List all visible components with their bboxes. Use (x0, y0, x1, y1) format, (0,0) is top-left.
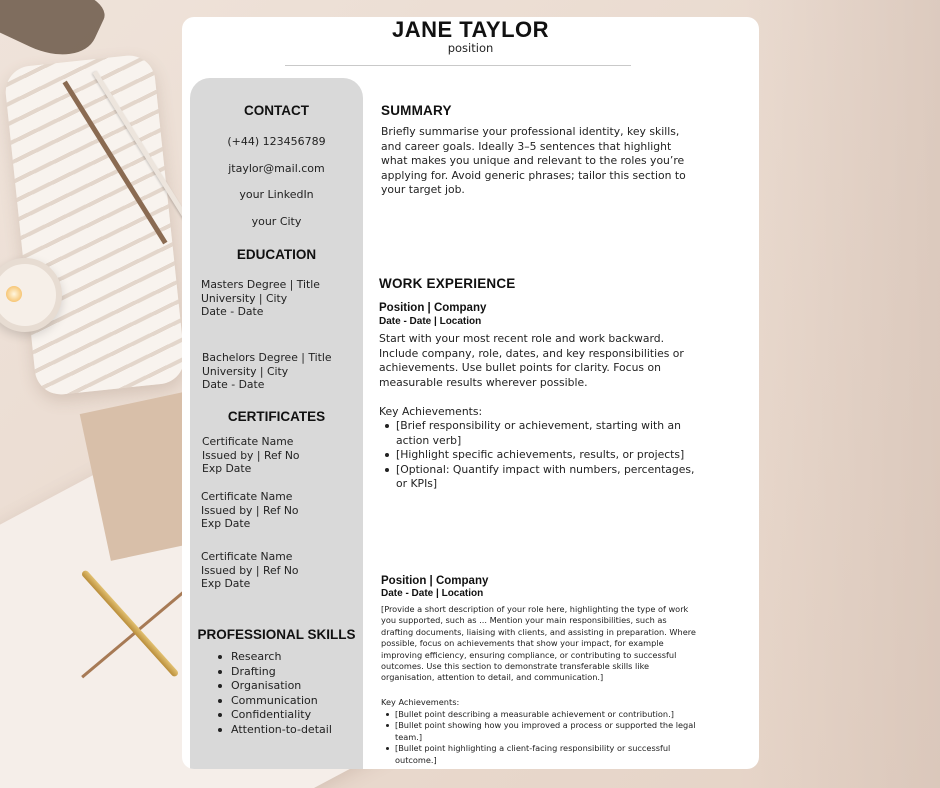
education-degree: Masters Degree | Title (201, 278, 320, 291)
contact-city: your City (251, 215, 302, 228)
education-dates: Date - Date (201, 305, 264, 318)
certificate-entry (202, 435, 300, 476)
sidebar (190, 78, 363, 769)
summary-heading: SUMMARY (381, 103, 452, 118)
contact-heading: CONTACT (244, 103, 309, 118)
job-description: Start with your most recent role and work backward. Include company, role, dates, and key responsibilities or achievements. Use bullet points for clarity. Focus on measurable results wherever possible. (379, 332, 684, 389)
certificate-expiry: Exp Date (201, 517, 251, 530)
candle-flame-icon (6, 286, 22, 302)
certificate-name: Certificate Name (201, 490, 293, 503)
job-description: [Provide a short description of your role here, highlighting the type of work you supported, such as ... Mention your main responsibilities, such as drafting documents, liaising with clients, and assisting in preparation. Where possible, focus on achievements that show your impact, for example improving efficiency, ensuring compliance, or contributing to successful outcomes. Use this section to demonstrate transferable skills like organisation, attention to detail, and communication.] (381, 604, 696, 683)
certificate-name: Certificate Name (202, 435, 294, 448)
skills-list (211, 650, 332, 738)
education-university: University | City (201, 291, 288, 305)
work-experience-heading: WORK EXPERIENCE (379, 276, 516, 291)
certificate-issuer: Issued by | Ref No (202, 448, 300, 462)
skill-item: Drafting (211, 665, 332, 680)
summary-text: Briefly summarise your professional identity, key skills, and career goals. Ideally 3–5 sentences that highlight what makes you unique and relevant to the roles you’re applying for. Avoid generic phrases; tailor this section to your target job. (381, 125, 686, 197)
certificate-issuer: Issued by | Ref No (201, 563, 299, 577)
job-dates-location: Date - Date | Location (381, 588, 484, 599)
contact-linkedin: your LinkedIn (239, 188, 314, 201)
achievements-list (380, 419, 698, 492)
contact-phone: (+44) 123456789 (227, 135, 326, 148)
skills-heading: PROFESSIONAL SKILLS (197, 627, 356, 642)
certificate-entry (201, 550, 299, 591)
education-heading: EDUCATION (236, 247, 317, 262)
resume-page (182, 17, 759, 769)
education-degree: Bachelors Degree | Title (202, 351, 332, 364)
education-university: University | City (202, 364, 289, 378)
job-title: Position | Company (381, 575, 489, 587)
achievement-item: [Optional: Quantify impact with numbers, percentages, or KPIs] (380, 463, 698, 492)
certificate-issuer: Issued by | Ref No (201, 503, 299, 517)
decor-shadow (740, 0, 940, 788)
achievements-list (381, 709, 701, 766)
education-entry (202, 351, 331, 392)
achievement-item: [Bullet point describing a measurable achievement or contribution.] (381, 709, 701, 720)
header-divider (285, 65, 631, 66)
achievement-item: [Highlight specific achievements, results, or projects] (380, 448, 698, 463)
certificate-expiry: Exp Date (202, 462, 252, 475)
certificates-heading: CERTIFICATES (227, 409, 326, 424)
education-entry (201, 278, 320, 319)
certificate-entry (201, 490, 299, 531)
resume-name: JANE TAYLOR (391, 17, 550, 42)
skill-item: Confidentiality (211, 708, 332, 723)
certificate-expiry: Exp Date (201, 577, 251, 590)
key-achievements-label: Key Achievements: (381, 697, 460, 707)
job-dates-location: Date - Date | Location (379, 316, 482, 327)
skill-item: Communication (211, 694, 332, 709)
achievement-item: [Bullet point showing how you improved a process or supported the legal team.] (381, 720, 701, 743)
resume-position: position (447, 41, 494, 55)
achievement-item: [Brief responsibility or achievement, starting with an action verb] (380, 419, 698, 448)
certificate-name: Certificate Name (201, 550, 293, 563)
key-achievements-label: Key Achievements: (379, 405, 483, 418)
skill-item: Attention-to-detail (211, 723, 332, 738)
skill-item: Research (211, 650, 332, 665)
achievement-item: [Bullet point highlighting a client-facing responsibility or successful outcome.] (381, 743, 701, 766)
job-title: Position | Company (379, 302, 487, 314)
education-dates: Date - Date (202, 378, 265, 391)
skill-item: Organisation (211, 679, 332, 694)
contact-email: jtaylor@mail.com (228, 162, 325, 175)
